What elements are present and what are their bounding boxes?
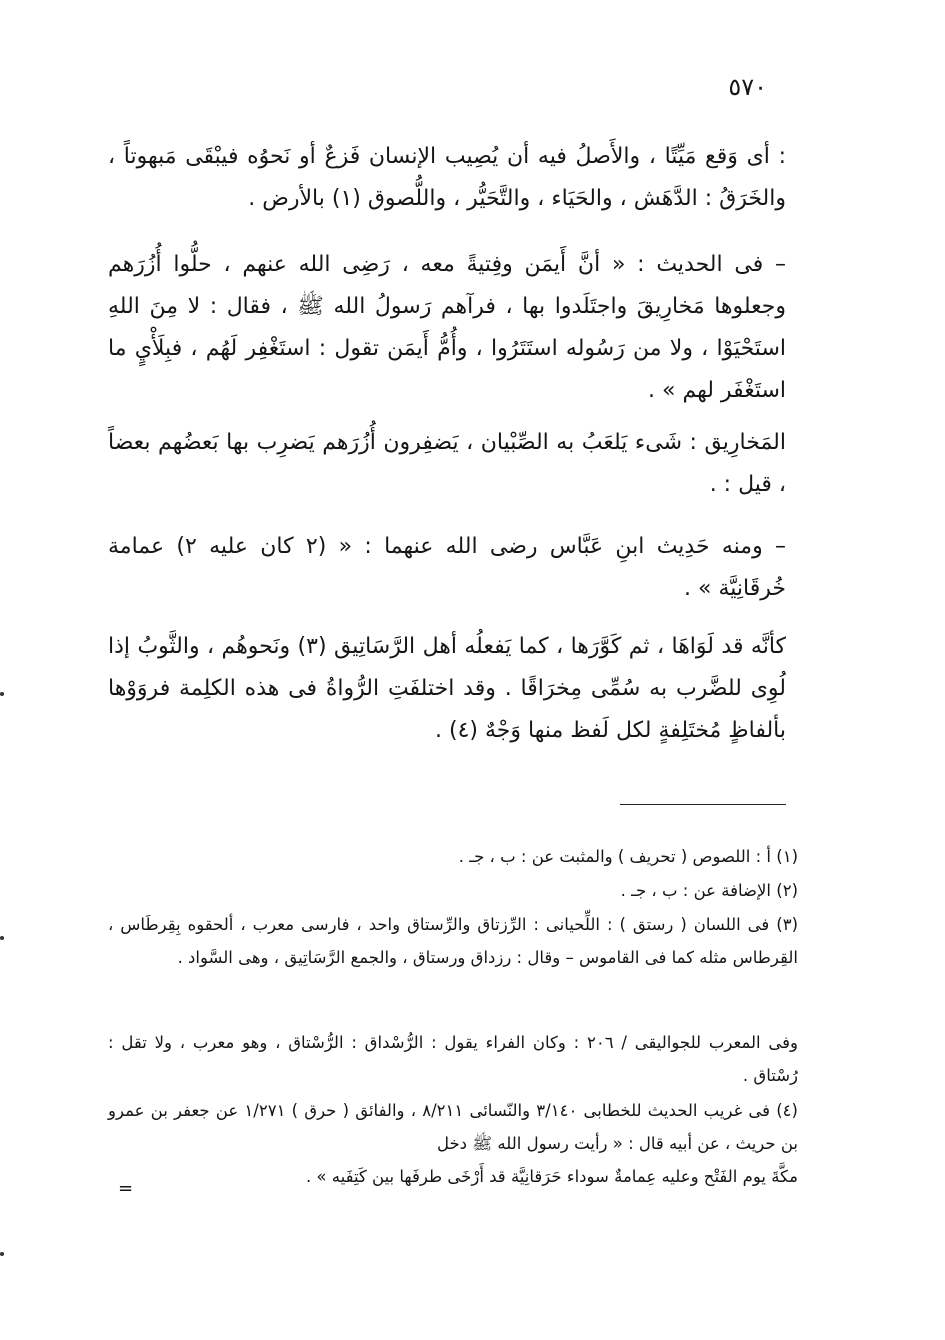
footnote-4-last-line: مكَّةَ يوم الفَتْح وعليه عِمامةٌ سوداء حَرَقانِيَّة قد أَرْخَى طرفَها بين كَتِفَيه » .	[305, 1167, 798, 1186]
paragraph-2-hadith: – فى الحديث : « أنَّ أَيمَن وفِتيةً معه ، رَضِى الله عنهم ، حلُّوا أُزُرَهم وجعلوها مَخارِيقَ واجتَلَدوا بها ، فرآهم رَسولُ الله ﷺ ، فقال : لا مِنَ اللهِ استَحْيَوْا ، ولا من رَسُوله استَتَرُوا ، وأُمُّ أَيمَن تقول : استَغْفِر لَهُم ، فبِلَأْيٍ ما استَغْفَر لهم » .	[108, 252, 786, 403]
footnote-2: (٢) الإضافة عن : ب ، جـ .	[620, 881, 798, 900]
paragraph-3-makhariq: المَخارِيق : شَىء يَلعَبُ به الصِّبْيان ، يَضفِرون أُزُرَهم يَضرِب بها بَعضُهم بعضاً ، قيل : .	[108, 430, 786, 497]
footnote-4: (٤) فى غريب الحديث للخطابى ٣/١٤٠ والنّسائى ٨/٢١١ ، والفائق ( حرق ) ١/٢٧١ عن جعفر بن عمرو بن حريث ، عن أبيه قال : « رأيت رسول الله ﷺ دخل	[108, 1101, 798, 1153]
scan-edge-mark	[0, 692, 4, 696]
paragraph-4-ibn-abbas: – ومنه حَدِيث ابنِ عَبَّاس رضى الله عنهما : « (٢ كان عليه ٢) عمامة خُرقَانِيَّة » .	[108, 534, 786, 601]
footnote-separator	[620, 804, 786, 805]
paragraph-1: : أى وَقع مَيِّتًا ، والأَصلُ فيه أن يُصِيب الإنسان فَزعٌ أو نَحوُه فيبْقَى مَبهوتاً ، والخَرَقُ : الدَّهَش ، والحَيَاء ، والتَّحَيُّر ، واللُّصوق (١) بالأرض .	[108, 144, 786, 211]
continuation-mark: =	[118, 1178, 134, 1199]
footnote-3-continued: وفى المعرب للجواليقى / ٢٠٦ : وكان الفراء يقول : الرُّسْداق : الرُّسْتاق ، وهو معرب ، ولا تقل : رُسْتاق .	[108, 1033, 798, 1085]
footnote-3: (٣) فى اللسان ( رستق ) : اللِّحيانى : الرِّزتاق والرِّستاق واحد ، فارسى معرب ، ألحقوه بِقِرطَاس ، القِرطاس مثله كما فى القاموس – وقال : رزداق ورستاق ، والجمع الرَّسَاتِيق ، وهى السَّواد .	[108, 915, 798, 967]
scan-edge-mark	[0, 1252, 4, 1256]
paragraph-5-rasatiq: كأنَّه قد لَوَاهَا ، ثم كَوَّرَها ، كما يَفعلُه أهل الرَّسَاتِيق (٣) ونَحوهُم ، والثَّوبُ إذا لُوِى للضَّرب به سُمِّى مِخرَاقًا . وقد اختلفَتِ الرُّواةُ فى هذه الكلِمة فروَوْها بألفاظٍ مُختَلِفةٍ لكل لَفظ منها وَجْهٌ (٤) .	[108, 634, 786, 743]
footnote-1: (١) أ : اللصوص ( تحريف ) والمثبت عن : ب ، جـ .	[458, 847, 798, 866]
page-number: ٥٧٠	[728, 73, 767, 101]
scan-edge-mark	[0, 936, 4, 940]
